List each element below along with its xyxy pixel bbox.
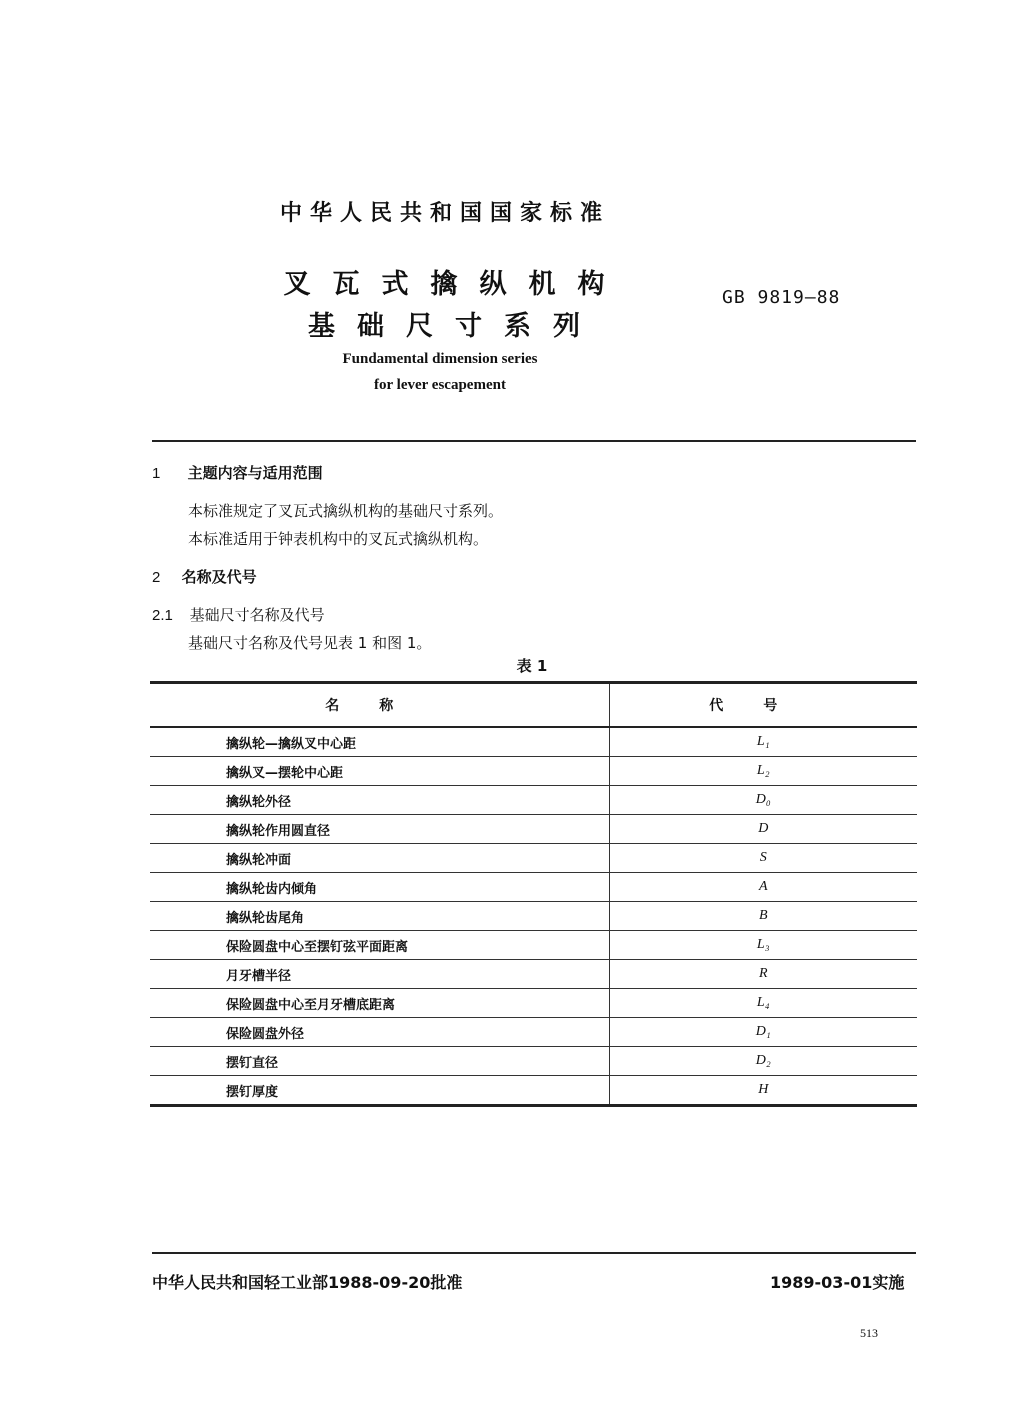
effective-date: 1989-03-01实施	[770, 1273, 905, 1292]
row-code: L₃	[609, 931, 917, 960]
section-2-1-number: 2.1	[152, 607, 173, 624]
row-name: 保险圆盘外径	[150, 1018, 609, 1047]
english-title-line2: for lever escapement	[374, 377, 506, 393]
national-standard-heading: 中华人民共和国国家标准	[279, 201, 610, 226]
table-row	[150, 1076, 917, 1106]
section-1-paragraph-2: 本标准适用于钟表机构中的叉瓦式擒纵机构。	[188, 530, 489, 548]
table-row	[150, 960, 917, 989]
row-code: D	[609, 815, 917, 844]
row-name: 月牙槽半径	[150, 960, 609, 989]
section-2-number: 2	[152, 569, 161, 586]
table-header-code: 代号	[609, 683, 917, 728]
table-row	[150, 1047, 917, 1076]
section-2-1-title: 基础尺寸名称及代号	[189, 606, 325, 624]
table-row	[150, 727, 917, 757]
dimension-table	[150, 681, 917, 1107]
row-name: 摆钉厚度	[150, 1076, 609, 1106]
table-row	[150, 902, 917, 931]
header-divider	[152, 440, 916, 442]
section-1-number: 1	[152, 465, 161, 482]
table-header-name: 名称	[150, 683, 609, 728]
row-code: D₁	[609, 1018, 917, 1047]
row-name: 擒纵轮外径	[150, 786, 609, 815]
row-code: L₄	[609, 989, 917, 1018]
row-name: 擒纵轮—擒纵叉中心距	[150, 727, 609, 757]
table-row	[150, 989, 917, 1018]
standard-code: GB 9819—88	[722, 287, 841, 308]
table-row	[150, 844, 917, 873]
section-2-title: 名称及代号	[181, 568, 257, 586]
table-row	[150, 931, 917, 960]
row-code: A	[609, 873, 917, 902]
section-2-1-paragraph: 基础尺寸名称及代号见表 1 和图 1。	[188, 634, 432, 652]
row-name: 擒纵轮作用圆直径	[150, 815, 609, 844]
table-row	[150, 873, 917, 902]
footer-divider	[152, 1252, 916, 1254]
page-number: 513	[860, 1326, 878, 1340]
row-code: S	[609, 844, 917, 873]
row-code: H	[609, 1076, 917, 1106]
row-name: 保险圆盘中心至摆钉弦平面距离	[150, 931, 609, 960]
table-row	[150, 815, 917, 844]
row-code: D₀	[609, 786, 917, 815]
document-title-line2: 基础尺寸系列	[308, 311, 602, 342]
english-title-line1: Fundamental dimension series	[342, 351, 538, 367]
row-code: B	[609, 902, 917, 931]
row-code: L₁	[609, 727, 917, 757]
table-caption: 表 1	[516, 657, 548, 675]
section-1-heading	[152, 462, 323, 483]
row-name: 擒纵叉—摆轮中心距	[150, 757, 609, 786]
approval-line: 中华人民共和国轻工业部1988-09-20批准	[152, 1273, 463, 1292]
row-code: R	[609, 960, 917, 989]
table-row	[150, 786, 917, 815]
section-2-1-heading	[152, 604, 325, 625]
row-name: 擒纵轮冲面	[150, 844, 609, 873]
row-code: L₂	[609, 757, 917, 786]
row-name: 擒纵轮齿尾角	[150, 902, 609, 931]
row-name: 保险圆盘中心至月牙槽底距离	[150, 989, 609, 1018]
section-1-title: 主题内容与适用范围	[187, 464, 323, 482]
table-row	[150, 1018, 917, 1047]
row-name: 擒纵轮齿内倾角	[150, 873, 609, 902]
row-name: 摆钉直径	[150, 1047, 609, 1076]
section-2-heading	[152, 566, 257, 587]
row-code: D₂	[609, 1047, 917, 1076]
table-row	[150, 757, 917, 786]
document-title-line1: 叉瓦式擒纵机构	[283, 269, 627, 300]
section-1-paragraph-1: 本标准规定了叉瓦式擒纵机构的基础尺寸系列。	[188, 502, 504, 520]
